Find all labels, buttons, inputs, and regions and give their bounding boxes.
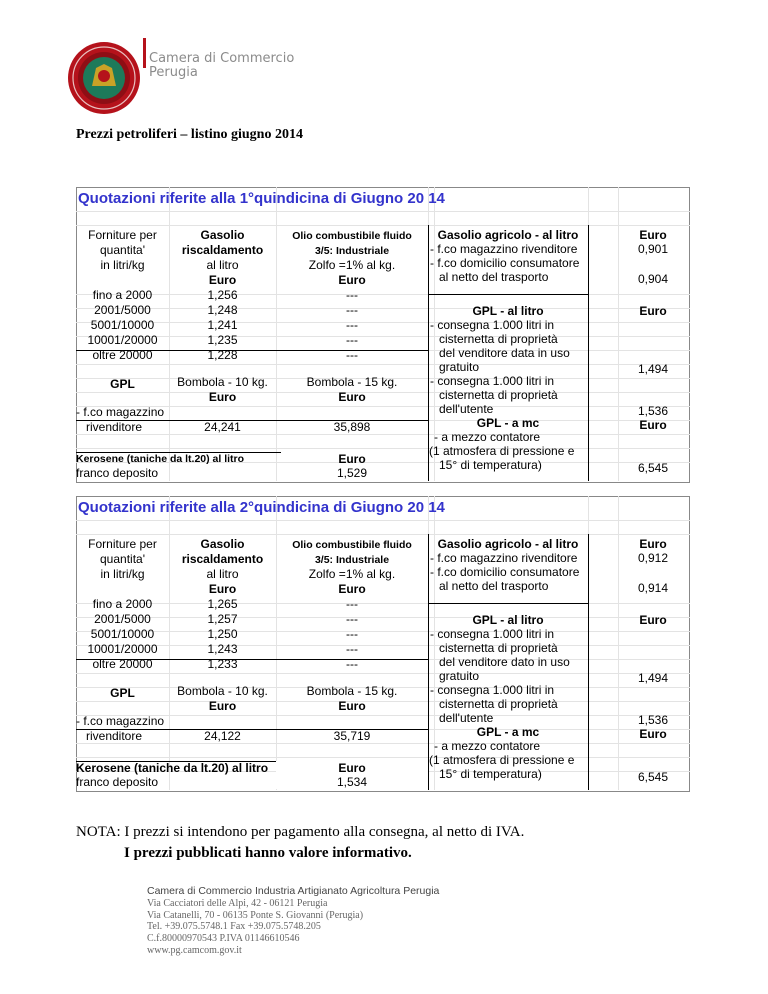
qty-row: fino a 2000 — [92, 597, 153, 611]
price-table-1 — [76, 187, 690, 487]
qty-row: fino a 2000 — [92, 288, 153, 302]
bombola-15-label: Bombola - 15 kg. — [306, 375, 398, 389]
qty-row: 5001/10000 — [90, 318, 155, 332]
section-heading: Quotazioni riferite alla 1°quindicina di Giugno 20 14 — [78, 190, 445, 207]
olio-price: --- — [346, 348, 358, 362]
gasolio-price: 1,235 — [207, 333, 238, 347]
page-title: Prezzi petroliferi – listino giugno 2014 — [76, 127, 303, 142]
gpl-magazzino-2: rivenditore — [86, 729, 143, 743]
gpl-mc-title: GPL - a mc — [476, 416, 540, 430]
agricolo-title: Gasolio agricolo - al litro — [437, 537, 579, 551]
gpl-litro-title: GPL - al litro — [472, 304, 544, 318]
agricolo-line: - f.co domicilio consumatore — [430, 256, 580, 270]
gasolio-price: 1,250 — [207, 627, 238, 641]
gpl-litro-euro: Euro — [639, 613, 667, 627]
olio-price: --- — [346, 657, 358, 671]
olio-price: --- — [346, 627, 358, 641]
logo-line1: Camera di Commercio — [149, 51, 295, 66]
gpl-litro-price-1: 1,494 — [637, 362, 669, 376]
gpl-litro-line: cisternetta di proprietà — [439, 697, 558, 711]
gpl-litro-line: - consegna 1.000 litri in — [430, 683, 555, 697]
bombola-10-label: Bombola - 10 kg. — [177, 375, 268, 389]
gpl-mc-price: 6,545 — [637, 461, 669, 475]
gpl-litro-line: - consegna 1.000 litri in — [430, 627, 555, 641]
qty-row: 10001/20000 — [87, 642, 158, 656]
gpl-litro-line: gratuito — [439, 669, 480, 683]
olio-header-1: Olio combustibile fluido — [292, 230, 412, 242]
gpl-litro-euro: Euro — [639, 304, 667, 318]
gpl-magazzino-2: rivenditore — [86, 420, 143, 434]
olio-header-2: 3/5: Industriale — [314, 245, 390, 257]
logo-wordmark — [149, 52, 294, 80]
gasolio-header-1: Gasolio — [200, 228, 245, 242]
agricolo-euro: Euro — [639, 537, 667, 551]
section-heading: Quotazioni riferite alla 2°quindicina di Giugno 20 14 — [78, 499, 445, 516]
note-line-1: NOTA: I prezzi si intendono per pagamento alla consegna, al netto di IVA. — [76, 824, 525, 840]
agricolo-line: - f.co magazzino rivenditore — [430, 242, 578, 256]
bombola-10-price: 24,122 — [204, 729, 241, 743]
gpl-mc-line: (1 atmosfera di pressione e — [429, 753, 575, 767]
olio-header-3: Zolfo =1% al kg. — [308, 258, 396, 272]
col-quantity-header-3: in litri/kg — [100, 567, 145, 581]
olio-header-4: Euro — [338, 582, 366, 596]
gasolio-price: 1,248 — [207, 303, 238, 317]
gasolio-price: 1,228 — [207, 348, 238, 362]
bombola-15-euro: Euro — [338, 699, 366, 713]
footer-address — [147, 886, 439, 957]
footer-line: C.f.80000970543 P.IVA 01146610546 — [147, 933, 300, 945]
gasolio-price: 1,265 — [207, 597, 238, 611]
bombola-15-price: 35,898 — [333, 420, 371, 434]
olio-price: --- — [346, 612, 358, 626]
olio-header-1: Olio combustibile fluido — [292, 539, 412, 551]
olio-price: --- — [346, 303, 358, 317]
footer-line: Camera di Commercio Industria Artigianato Agricoltura Perugia — [147, 885, 440, 897]
qty-row: 2001/5000 — [94, 612, 151, 626]
bombola-10-label: Bombola - 10 kg. — [177, 684, 268, 698]
gpl-mc-euro: Euro — [639, 727, 667, 741]
gasolio-header-4: Euro — [208, 273, 237, 287]
bombola-15-euro: Euro — [338, 390, 366, 404]
note — [76, 822, 524, 864]
olio-price: --- — [346, 642, 358, 656]
kerosene-euro: Euro — [338, 452, 366, 466]
agricolo-title: Gasolio agricolo - al litro — [437, 228, 579, 242]
gpl-litro-line: cisternetta di proprietà — [439, 332, 558, 346]
col-quantity-header-2: quantita' — [100, 243, 145, 257]
footer-line: Via Cacciatori delle Alpi, 42 - 06121 Perugia — [147, 897, 328, 909]
agricolo-price-1: 0,912 — [637, 551, 669, 565]
gpl-litro-title: GPL - al litro — [472, 613, 544, 627]
qty-row: oltre 20000 — [92, 657, 153, 671]
gpl-litro-line: - consegna 1.000 litri in — [430, 318, 555, 332]
kerosene-price: 1,534 — [276, 775, 428, 789]
gpl-magazzino-1: - f.co magazzino — [76, 714, 165, 728]
gpl-litro-line: dell'utente — [439, 402, 494, 416]
olio-header-4: Euro — [338, 273, 366, 287]
agricolo-price-2: 0,904 — [637, 272, 669, 286]
gpl-mc-line: 15° di temperatura) — [439, 767, 542, 781]
bombola-10-euro: Euro — [208, 390, 237, 404]
gpl-mc-line: - a mezzo contatore — [434, 739, 541, 753]
gpl-label: GPL — [110, 686, 135, 700]
qty-row: 2001/5000 — [94, 303, 151, 317]
gasolio-price: 1,256 — [207, 288, 238, 302]
gpl-litro-line: del venditore data in uso — [439, 346, 570, 360]
kerosene-label: Kerosene (taniche da lt.20) al litro — [76, 453, 245, 465]
gpl-litro-line: gratuito — [439, 360, 480, 374]
kerosene-price: 1,529 — [336, 466, 368, 480]
kerosene-euro: Euro — [276, 761, 428, 775]
gpl-mc-line: - a mezzo contatore — [434, 430, 541, 444]
kerosene-franco: franco deposito — [76, 775, 159, 789]
agricolo-price-2: 0,914 — [637, 581, 669, 595]
agricolo-price-1: 0,901 — [637, 242, 669, 256]
price-table-2 — [76, 496, 690, 796]
agricolo-line: al netto del trasporto — [439, 579, 549, 593]
gpl-mc-euro: Euro — [639, 418, 667, 432]
gpl-label: GPL — [110, 377, 135, 391]
gasolio-header-3: al litro — [206, 567, 239, 581]
logo-divider — [142, 38, 147, 68]
gpl-magazzino-1: - f.co magazzino — [76, 405, 165, 419]
olio-header-3: Zolfo =1% al kg. — [308, 567, 396, 581]
gpl-litro-price-2: 1,536 — [637, 713, 669, 727]
olio-price: --- — [346, 333, 358, 347]
gpl-mc-line: 15° di temperatura) — [439, 458, 542, 472]
qty-row: 10001/20000 — [87, 333, 158, 347]
gasolio-price: 1,257 — [207, 612, 238, 626]
gasolio-price: 1,243 — [207, 642, 238, 656]
olio-header-2: 3/5: Industriale — [314, 554, 390, 566]
footer-line: Via Catanelli, 70 - 06135 Ponte S. Giovanni (Perugia) — [147, 909, 364, 921]
footer-line: Tel. +39.075.5748.1 Fax +39.075.5748.205 — [147, 921, 321, 933]
logo-line2: Perugia — [149, 65, 198, 80]
bombola-10-euro: Euro — [208, 699, 237, 713]
qty-row: oltre 20000 — [92, 348, 153, 362]
gpl-litro-price-1: 1,494 — [637, 671, 669, 685]
gasolio-header-2: riscaldamento — [181, 552, 264, 566]
chamber-seal-logo — [66, 40, 142, 116]
gpl-litro-line: del venditore dato in uso — [439, 655, 570, 669]
qty-row: 5001/10000 — [90, 627, 155, 641]
bombola-10-price: 24,241 — [204, 420, 241, 434]
gasolio-header-2: riscaldamento — [181, 243, 264, 257]
note-line-2: I prezzi pubblicati hanno valore informativo. — [124, 845, 412, 861]
gasolio-price: 1,241 — [207, 318, 238, 332]
col-quantity-header-3: in litri/kg — [100, 258, 145, 272]
gpl-litro-line: - consegna 1.000 litri in — [430, 374, 555, 388]
gpl-litro-price-2: 1,536 — [637, 404, 669, 418]
gpl-litro-line: cisternetta di proprietà — [439, 641, 558, 655]
gasolio-header-1: Gasolio — [200, 537, 245, 551]
kerosene-franco: franco deposito — [76, 466, 159, 480]
bombola-15-label: Bombola - 15 kg. — [306, 684, 398, 698]
gasolio-price: 1,233 — [207, 657, 238, 671]
agricolo-euro: Euro — [639, 228, 667, 242]
gasolio-header-3: al litro — [206, 258, 239, 272]
col-quantity-header-1: Forniture per — [88, 537, 157, 551]
agricolo-line: - f.co domicilio consumatore — [430, 565, 580, 579]
gpl-mc-title: GPL - a mc — [476, 725, 540, 739]
agricolo-line: al netto del trasporto — [439, 270, 549, 284]
footer-link[interactable]: www.pg.camcom.gov.it — [147, 944, 242, 956]
col-quantity-header-1: Forniture per — [88, 228, 157, 242]
gpl-mc-line: (1 atmosfera di pressione e — [429, 444, 575, 458]
col-quantity-header-2: quantita' — [100, 552, 145, 566]
bombola-15-price: 35,719 — [333, 729, 371, 743]
gpl-litro-line: cisternetta di proprietà — [439, 388, 558, 402]
olio-price: --- — [346, 288, 358, 302]
gpl-mc-price: 6,545 — [637, 770, 669, 784]
agricolo-line: - f.co magazzino rivenditore — [430, 551, 578, 565]
olio-price: --- — [346, 597, 358, 611]
gasolio-header-4: Euro — [208, 582, 237, 596]
olio-price: --- — [346, 318, 358, 332]
kerosene-label: Kerosene (taniche da lt.20) al litro — [76, 761, 269, 775]
gpl-litro-line: dell'utente — [439, 711, 494, 725]
